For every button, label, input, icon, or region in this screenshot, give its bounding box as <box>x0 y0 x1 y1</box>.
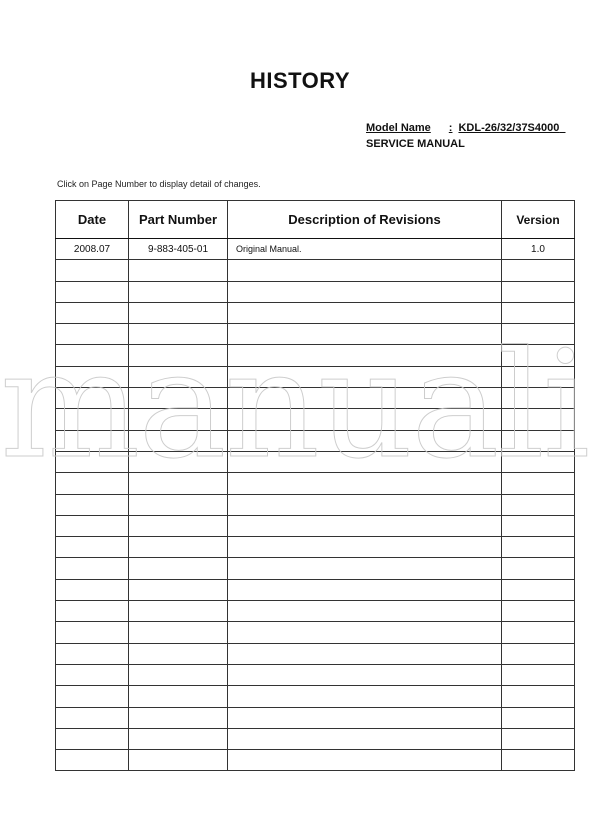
cell-part-number <box>129 537 228 558</box>
cell-description <box>228 302 502 323</box>
cell-date <box>56 388 129 409</box>
cell-date <box>56 579 129 600</box>
cell-description <box>228 281 502 302</box>
cell-date <box>56 430 129 451</box>
table-row <box>56 451 575 472</box>
cell-description <box>228 537 502 558</box>
cell-date <box>56 622 129 643</box>
table-row <box>56 494 575 515</box>
table-row <box>56 324 575 345</box>
cell-version <box>502 601 575 622</box>
cell-description <box>228 430 502 451</box>
cell-version <box>502 430 575 451</box>
table-row <box>56 515 575 536</box>
cell-part-number <box>129 664 228 685</box>
cell-date <box>56 537 129 558</box>
cell-date <box>56 601 129 622</box>
table-row <box>56 409 575 430</box>
cell-date <box>56 707 129 728</box>
table-row <box>56 579 575 600</box>
header-date: Date <box>56 201 129 239</box>
cell-date <box>56 750 129 771</box>
cell-part-number <box>129 260 228 281</box>
cell-date <box>56 409 129 430</box>
table-row <box>56 601 575 622</box>
cell-description <box>228 750 502 771</box>
cell-description <box>228 451 502 472</box>
cell-version <box>502 409 575 430</box>
cell-version <box>502 686 575 707</box>
cell-date <box>56 515 129 536</box>
cell-version <box>502 664 575 685</box>
cell-description <box>228 515 502 536</box>
cell-version <box>502 345 575 366</box>
cell-date <box>56 473 129 494</box>
cell-version <box>502 302 575 323</box>
header-version: Version <box>502 201 575 239</box>
cell-version <box>502 473 575 494</box>
cell-description <box>228 686 502 707</box>
cell-part-number <box>129 388 228 409</box>
cell-description <box>228 494 502 515</box>
cell-part-number: 9-883-405-01 <box>129 239 228 260</box>
table-row <box>56 302 575 323</box>
table-row <box>56 260 575 281</box>
cell-part-number <box>129 601 228 622</box>
table-row <box>56 473 575 494</box>
cell-description <box>228 622 502 643</box>
cell-version <box>502 728 575 749</box>
cell-description <box>228 366 502 387</box>
table-row <box>56 366 575 387</box>
cell-version <box>502 494 575 515</box>
cell-version <box>502 366 575 387</box>
cell-part-number <box>129 281 228 302</box>
cell-part-number <box>129 515 228 536</box>
table-row[interactable] <box>56 239 575 260</box>
model-name-label: Model Name <box>366 122 431 134</box>
cell-date <box>56 345 129 366</box>
cell-description <box>228 260 502 281</box>
cell-part-number <box>129 622 228 643</box>
cell-part-number <box>129 324 228 345</box>
cell-description <box>228 345 502 366</box>
cell-version <box>502 260 575 281</box>
model-name-line <box>366 120 566 136</box>
table-row <box>56 664 575 685</box>
instruction-note: Click on Page Number to display detail of changes. <box>57 179 261 189</box>
table-row <box>56 281 575 302</box>
cell-date <box>56 260 129 281</box>
cell-version <box>502 388 575 409</box>
cell-part-number <box>129 409 228 430</box>
cell-part-number <box>129 707 228 728</box>
cell-version <box>502 643 575 664</box>
cell-version <box>502 622 575 643</box>
cell-part-number <box>129 366 228 387</box>
table-body <box>56 239 575 771</box>
cell-date <box>56 728 129 749</box>
cell-description <box>228 643 502 664</box>
cell-description <box>228 601 502 622</box>
cell-part-number <box>129 686 228 707</box>
cell-description <box>228 728 502 749</box>
cell-part-number <box>129 302 228 323</box>
cell-date: 2008.07 <box>56 239 129 260</box>
cell-date <box>56 643 129 664</box>
table-row <box>56 430 575 451</box>
cell-part-number <box>129 558 228 579</box>
cell-date <box>56 686 129 707</box>
table-row <box>56 622 575 643</box>
cell-description <box>228 707 502 728</box>
cell-date <box>56 281 129 302</box>
cell-version <box>502 451 575 472</box>
table-row <box>56 686 575 707</box>
cell-part-number <box>129 451 228 472</box>
model-info <box>366 120 566 152</box>
cell-part-number <box>129 473 228 494</box>
cell-description <box>228 388 502 409</box>
table-row <box>56 558 575 579</box>
header-description: Description of Revisions <box>228 201 502 239</box>
table-row <box>56 345 575 366</box>
cell-part-number <box>129 579 228 600</box>
table-row <box>56 537 575 558</box>
cell-description <box>228 409 502 430</box>
cell-date <box>56 664 129 685</box>
cell-version <box>502 537 575 558</box>
cell-date <box>56 558 129 579</box>
table-row <box>56 728 575 749</box>
cell-date <box>56 494 129 515</box>
cell-part-number <box>129 345 228 366</box>
table-row <box>56 643 575 664</box>
cell-description <box>228 558 502 579</box>
cell-part-number <box>129 430 228 451</box>
cell-version <box>502 324 575 345</box>
cell-date <box>56 451 129 472</box>
cell-version: 1.0 <box>502 239 575 260</box>
cell-part-number <box>129 643 228 664</box>
cell-version <box>502 515 575 536</box>
cell-version <box>502 707 575 728</box>
page-title: HISTORY <box>249 68 351 93</box>
table-row <box>56 750 575 771</box>
manual-type: SERVICE MANUAL <box>366 138 465 150</box>
cell-description <box>228 664 502 685</box>
cell-date <box>56 302 129 323</box>
cell-version <box>502 281 575 302</box>
header-part-number: Part Number <box>129 201 228 239</box>
table-row <box>56 707 575 728</box>
watermark: manuali <box>0 319 589 491</box>
cell-date <box>56 324 129 345</box>
cell-description <box>228 324 502 345</box>
cell-version <box>502 750 575 771</box>
cell-part-number <box>129 728 228 749</box>
cell-part-number <box>129 494 228 515</box>
cell-version <box>502 579 575 600</box>
model-name-colon: : <box>448 122 453 134</box>
model-name-value: KDL-26/32/37S4000 <box>458 122 560 134</box>
cell-description: Original Manual. <box>228 239 502 260</box>
cell-date <box>56 366 129 387</box>
cell-description <box>228 579 502 600</box>
revision-history-table <box>55 200 575 771</box>
cell-part-number <box>129 750 228 771</box>
table-row <box>56 388 575 409</box>
cell-version <box>502 558 575 579</box>
table-header-row <box>56 201 575 239</box>
cell-description <box>228 473 502 494</box>
